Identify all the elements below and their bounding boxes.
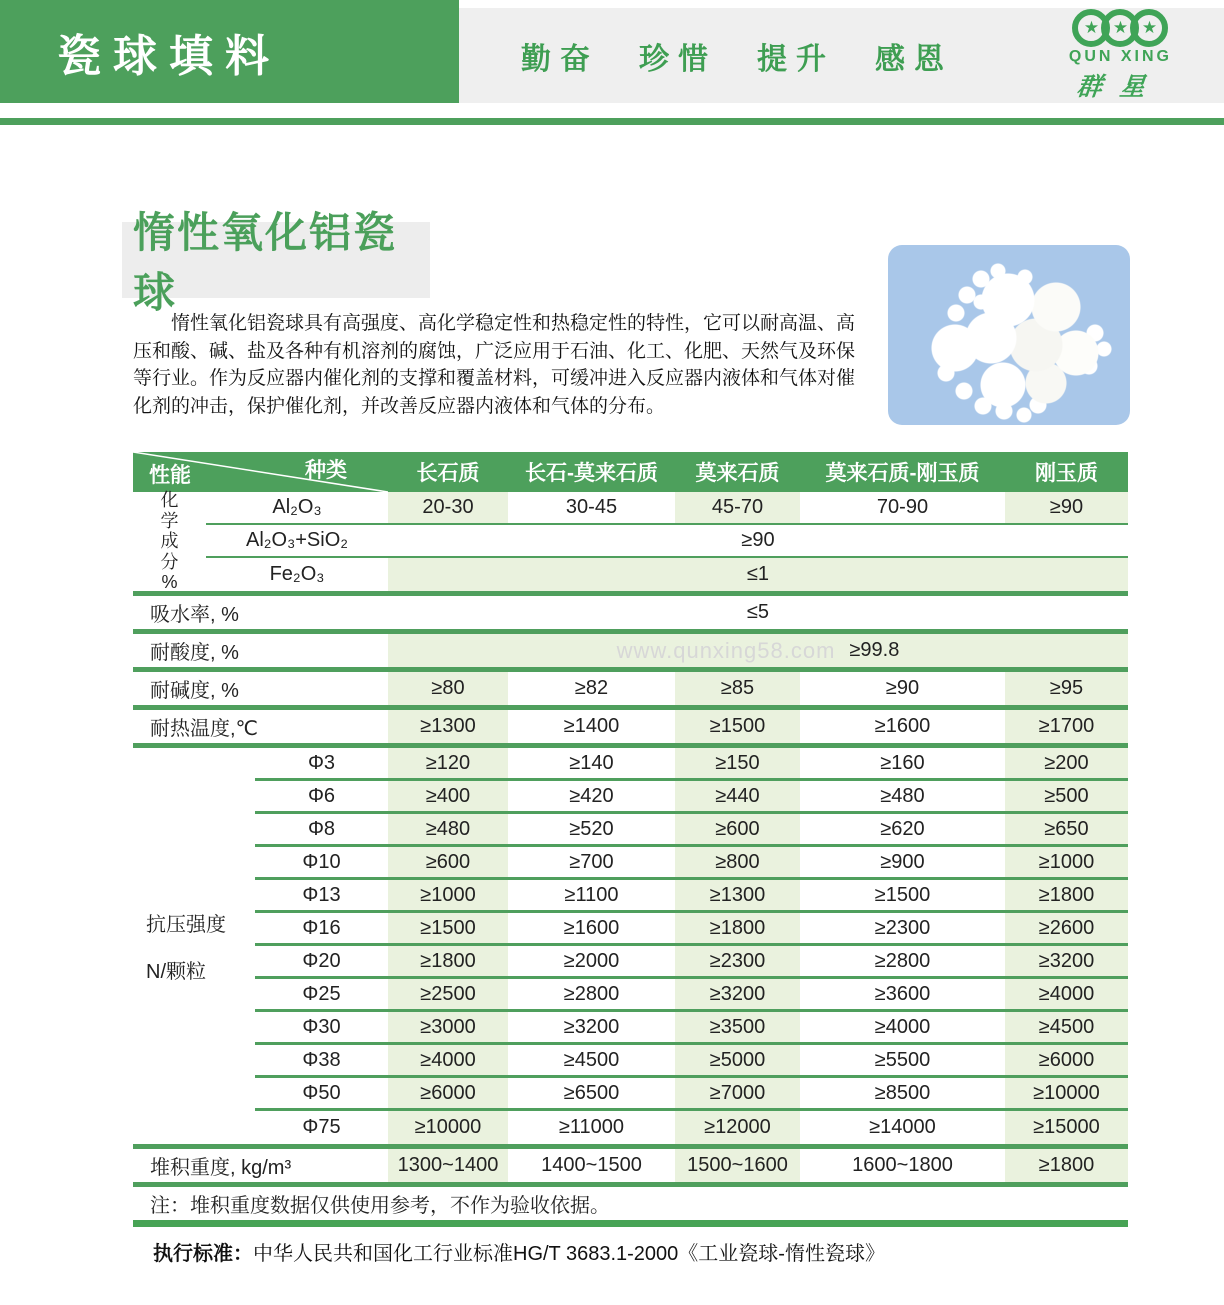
- table-cell: ≥2500: [388, 979, 508, 1009]
- section-title: 惰性氧化铝瓷球: [133, 209, 398, 316]
- table-cell: ≥2300: [675, 946, 800, 976]
- row-label: Φ25: [302, 982, 341, 1005]
- table-cell: ≥160: [880, 751, 925, 774]
- table-cell: ≥2300: [874, 916, 931, 939]
- table-row: [255, 1012, 1128, 1045]
- section-title-block: [122, 209, 430, 316]
- table-cell: ≥620: [880, 817, 925, 840]
- table-row: [255, 814, 1128, 847]
- table-cell: ≥4000: [1005, 979, 1128, 1009]
- table-row: [255, 781, 1128, 814]
- group-label: [133, 492, 206, 591]
- group-label-part: N/颗粒: [146, 961, 206, 983]
- group-rows: [255, 748, 1128, 1144]
- column-header: 长石-莫来石质: [525, 462, 658, 485]
- table-cell: ≥3000: [388, 1012, 508, 1042]
- row-label: Φ13: [302, 883, 341, 906]
- table-cell: 1500~1600: [675, 1149, 800, 1182]
- table-cell: ≥12000: [675, 1111, 800, 1144]
- table-cell: ≥82: [574, 677, 609, 699]
- table-row: [255, 880, 1128, 913]
- table-span-cell: [388, 634, 1128, 667]
- table-group: [133, 748, 1128, 1144]
- table-note: 注：堆积重度数据仅供使用参考，不作为验收依据。: [133, 1187, 1128, 1220]
- page-header: [0, 0, 1224, 103]
- table-cell: 1300~1400: [388, 1149, 508, 1182]
- table-cell: ≥1100: [564, 883, 619, 906]
- table-cell: ≥440: [675, 781, 800, 811]
- table-cell: ≥800: [675, 847, 800, 877]
- table-cell: ≥3200: [563, 1015, 620, 1038]
- table-cell: ≥4500: [563, 1048, 620, 1071]
- table-row: [255, 1111, 1128, 1144]
- row-label: 吸水率, %: [150, 604, 239, 626]
- group-label-part: 成: [160, 531, 179, 552]
- table-cell: ≥80: [388, 672, 508, 705]
- star-icon: ★: [1141, 18, 1158, 37]
- standard-text: 中华人民共和国化工行业标准HG/T 3683.1-2000《工业瓷球-惰性瓷球》: [253, 1243, 885, 1265]
- row-label: Φ30: [302, 1015, 341, 1038]
- table-row: [255, 946, 1128, 979]
- green-divider: [0, 118, 1224, 125]
- table-cell: ≥900: [880, 850, 925, 873]
- motto-word: 提升: [757, 42, 835, 76]
- motto-word: 感恩: [875, 42, 953, 76]
- table-row: [133, 634, 1128, 667]
- row-label: 耐酸度, %: [150, 642, 239, 664]
- separator: [133, 1220, 1128, 1227]
- table-cell: ≥140: [569, 751, 614, 774]
- table-cell: ≥120: [388, 748, 508, 778]
- row-label: Φ8: [307, 817, 336, 840]
- group-label-part: 学: [160, 510, 179, 531]
- table-row: [206, 525, 1128, 558]
- table-cell: ≥10000: [1005, 1078, 1128, 1108]
- corner-label-kind: 种类: [305, 459, 347, 482]
- table-cell: ≥6000: [388, 1078, 508, 1108]
- table-cell: ≥1800: [1005, 1149, 1128, 1182]
- table-corner-cell: [133, 452, 388, 492]
- table-cell: ≥1500: [388, 913, 508, 943]
- table-cell: ≥1600: [563, 916, 620, 939]
- table-cell: ≥600: [675, 814, 800, 844]
- table-cell: ≥85: [675, 672, 800, 705]
- company-motto: [521, 34, 953, 78]
- row-label: Φ10: [302, 850, 341, 873]
- row-label: Φ16: [302, 916, 341, 939]
- table-row: [133, 1149, 1128, 1182]
- column-header: 刚玉质: [1035, 462, 1098, 485]
- table-cell: ≥15000: [1005, 1111, 1128, 1144]
- table-row: [133, 710, 1128, 743]
- span-value: ≤1: [746, 563, 770, 585]
- table-cell: ≥8500: [874, 1081, 931, 1104]
- row-label: 耐热温度,℃: [150, 718, 259, 740]
- ceramic-balls-image: [888, 245, 1130, 425]
- group-label-part: 化: [160, 490, 179, 511]
- table-cell: ≥10000: [388, 1111, 508, 1144]
- logo-name-cn: 群星: [1075, 72, 1165, 101]
- table-cell: 45-70: [675, 492, 800, 523]
- table-cell: ≥650: [1005, 814, 1128, 844]
- header-strip: [459, 8, 1224, 103]
- table-cell: 70-90: [876, 496, 929, 518]
- span-value: ≤5: [746, 601, 770, 623]
- table-cell: ≥1800: [1005, 880, 1128, 910]
- row-label: 堆积重度, kg/m³: [150, 1157, 292, 1179]
- row-label: Al₂O₃: [272, 496, 322, 518]
- spec-table: [133, 452, 1128, 1227]
- table-cell: ≥4500: [1005, 1012, 1128, 1042]
- table-row: [206, 558, 1128, 591]
- table-row: [255, 979, 1128, 1012]
- table-cell: ≥1800: [388, 946, 508, 976]
- table-cell: ≥480: [880, 784, 925, 807]
- company-logo: [1069, 9, 1172, 103]
- table-cell: ≥90: [1005, 492, 1128, 523]
- row-label: 耐碱度, %: [150, 680, 239, 702]
- table-cell: ≥400: [388, 781, 508, 811]
- span-value: ≥99.8: [849, 639, 900, 661]
- table-cell: 1600~1800: [852, 1154, 953, 1176]
- motto-word: 勤奋: [521, 42, 599, 76]
- standard-line: [153, 1237, 1224, 1266]
- table-header-row: [133, 452, 1128, 492]
- table-row: [133, 596, 1128, 629]
- table-cell: ≥14000: [869, 1116, 936, 1138]
- group-rows: [206, 492, 1128, 591]
- row-label: Φ75: [302, 1116, 341, 1138]
- table-cell: ≥1500: [874, 883, 931, 906]
- intro-paragraph: 惰性氧化铝瓷球具有高强度、高化学稳定性和热稳定性的特性，它可以耐高温、高压和酸、碱、盐及各种有机溶剂的腐蚀，广泛应用于石油、化工、化肥、天然气及环保等行业。作为反应器内催化剂的支撑和覆盖材料，可缓冲进入反应器内液体和气体对催化剂的冲击，保护催化剂，并改善反应器内液体和气体的分布。: [133, 313, 856, 417]
- table-cell: 20-30: [388, 492, 508, 523]
- table-cell: ≥3600: [874, 982, 931, 1005]
- table-row: [255, 847, 1128, 880]
- table-cell: ≥1300: [388, 710, 508, 743]
- corner-label-performance: 性能: [149, 464, 191, 487]
- table-row: [133, 672, 1128, 705]
- table-cell: ≥1300: [675, 880, 800, 910]
- logo-rings-icon: [1072, 9, 1168, 47]
- table-cell: ≥1500: [675, 710, 800, 743]
- table-span-cell: [388, 558, 1128, 591]
- table-span-cell: [388, 525, 1128, 556]
- table-cell: ≥2800: [874, 949, 931, 972]
- table-cell: ≥90: [885, 677, 920, 699]
- motto-word: 珍惜: [639, 42, 717, 76]
- table-cell: ≥520: [569, 817, 614, 840]
- table-cell: ≥1400: [563, 715, 620, 737]
- group-label-part: 分: [160, 551, 179, 572]
- table-cell: ≥1700: [1005, 710, 1128, 743]
- table-row: [255, 913, 1128, 946]
- table-cell: ≥2800: [563, 982, 620, 1005]
- table-cell: ≥420: [569, 784, 614, 807]
- table-cell: ≥5500: [874, 1048, 931, 1071]
- star-icon: ★: [1083, 18, 1100, 37]
- row-label: Φ38: [302, 1048, 341, 1071]
- table-cell: ≥1600: [874, 715, 931, 737]
- row-label: Φ50: [302, 1081, 341, 1104]
- standard-label: 执行标准：: [153, 1243, 253, 1265]
- table-note-row: [133, 1187, 1128, 1220]
- table-cell: ≥7000: [675, 1078, 800, 1108]
- column-header: 莫来石质: [695, 462, 780, 485]
- group-label-part: 抗压强度: [146, 914, 226, 936]
- table-cell: 1400~1500: [541, 1154, 642, 1176]
- watermark: www.qunxing58.com: [616, 637, 836, 663]
- table-group: [133, 492, 1128, 591]
- table-cell: ≥700: [569, 850, 614, 873]
- table-cell: ≥95: [1005, 672, 1128, 705]
- table-cell: ≥5000: [675, 1045, 800, 1075]
- row-label: Al₂O₃+SiO₂: [245, 529, 349, 551]
- column-header: 长石质: [416, 462, 480, 485]
- row-label: Φ20: [302, 949, 341, 972]
- table-cell: ≥2000: [563, 949, 620, 972]
- table-cell: ≥500: [1005, 781, 1128, 811]
- table-cell: ≥150: [675, 748, 800, 778]
- row-label: Fe₂O₃: [269, 563, 325, 585]
- table-cell: ≥11000: [558, 1116, 625, 1138]
- table-row: [255, 1078, 1128, 1111]
- logo-name-en: QUN XING: [1068, 47, 1172, 65]
- table-row: [255, 748, 1128, 781]
- column-header: 莫来石质-刚玉质: [825, 462, 980, 485]
- table-cell: ≥2600: [1005, 913, 1128, 943]
- table-row: [255, 1045, 1128, 1078]
- table-cell: ≥3200: [1005, 946, 1128, 976]
- table-cell: ≥480: [388, 814, 508, 844]
- ring-star-icon: [1130, 9, 1168, 47]
- row-label: Φ6: [307, 784, 336, 807]
- table-cell: ≥4000: [388, 1045, 508, 1075]
- table-cell: ≥4000: [874, 1015, 931, 1038]
- table-span-cell: [388, 596, 1128, 629]
- table-cell: 30-45: [565, 496, 618, 518]
- row-label: Φ3: [307, 751, 336, 774]
- table-cell: ≥3500: [675, 1012, 800, 1042]
- table-cell: ≥1800: [675, 913, 800, 943]
- table-cell: ≥6500: [563, 1081, 620, 1104]
- span-value: ≥90: [741, 529, 775, 551]
- header-title-block: [0, 0, 459, 103]
- star-icon: ★: [1112, 18, 1129, 37]
- table-cell: ≥6000: [1005, 1045, 1128, 1075]
- table-cell: ≥200: [1005, 748, 1128, 778]
- table-cell: ≥1000: [388, 880, 508, 910]
- table-cell: ≥1000: [1005, 847, 1128, 877]
- table-row: [206, 492, 1128, 525]
- group-label-part: %: [161, 572, 178, 593]
- table-cell: ≥3200: [675, 979, 800, 1009]
- page-title: 瓷球填料: [57, 31, 281, 81]
- group-label: [133, 748, 255, 1144]
- table-cell: ≥600: [388, 847, 508, 877]
